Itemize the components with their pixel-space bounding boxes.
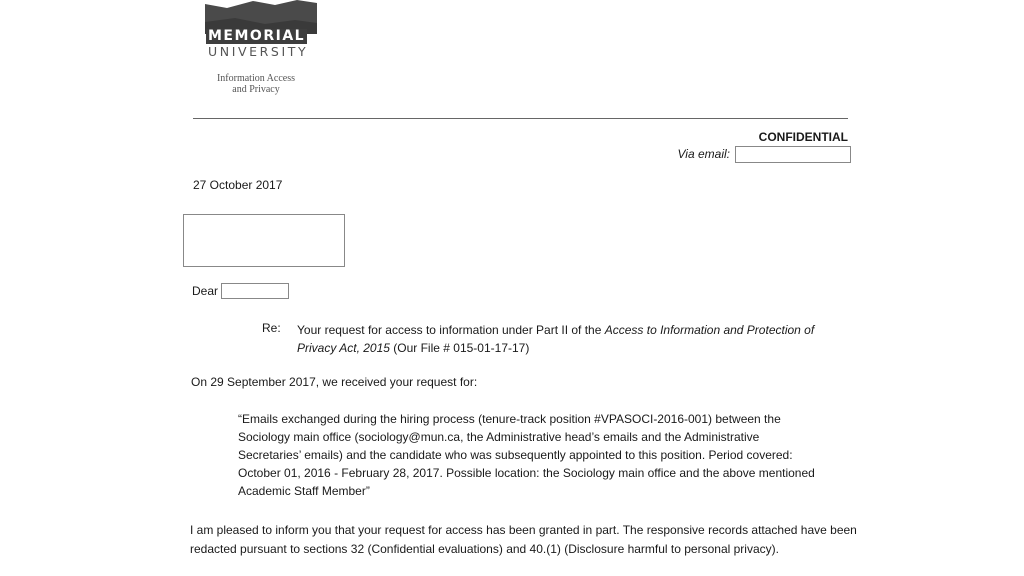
decision-paragraph: I am pleased to inform you that your request for access has been granted in part. The responsive records attached have been redacted pursuant to sections 32 (Confidential evaluations) and 40.(1) (Disclosure harmful to personal privacy).: [190, 523, 857, 556]
subject-line: [297, 321, 817, 357]
logo-wordmark-memorial: MEMORIAL: [208, 28, 306, 44]
logo-wordmark-university: UNIVERSITY: [208, 44, 309, 59]
office-line-1: Information Access: [216, 73, 296, 84]
redacted-address-box: [183, 214, 345, 267]
office-name: [200, 73, 312, 95]
letterhead-divider: [193, 118, 848, 119]
office-line-2: and Privacy: [232, 84, 280, 95]
received-request-line: On 29 September 2017, we received your request for:: [191, 375, 478, 389]
act-title: Access to Information and Protection of Privacy Act, 2015: [297, 323, 815, 355]
salutation: Dear: [192, 284, 219, 298]
subject-file-number: (Our File # 015-01-17-17): [389, 341, 530, 355]
letter-date: 27 October 2017: [193, 178, 283, 192]
subject-text-start: Your request for access to information under Part II of the: [297, 323, 605, 337]
re-label: Re:: [262, 321, 281, 335]
confidential-label: CONFIDENTIAL: [758, 130, 848, 144]
redacted-email-box: [735, 146, 851, 163]
via-email-label: Via email:: [677, 147, 730, 161]
redacted-name-box: [221, 283, 289, 299]
request-quote: “Emails exchanged during the hiring process (tenure-track position #VPASOCI-2016-001) between the Sociology main office (sociology@mun.ca, the Administrative head’s emails and the Administrative Secretaries’ emails) and the candidate who was subsequently appointed to this position. Period covered: October 01, 2016 - February 28, 2017. Possible location: the Sociology main office and the above mentioned Academic Staff Member”: [238, 412, 815, 498]
